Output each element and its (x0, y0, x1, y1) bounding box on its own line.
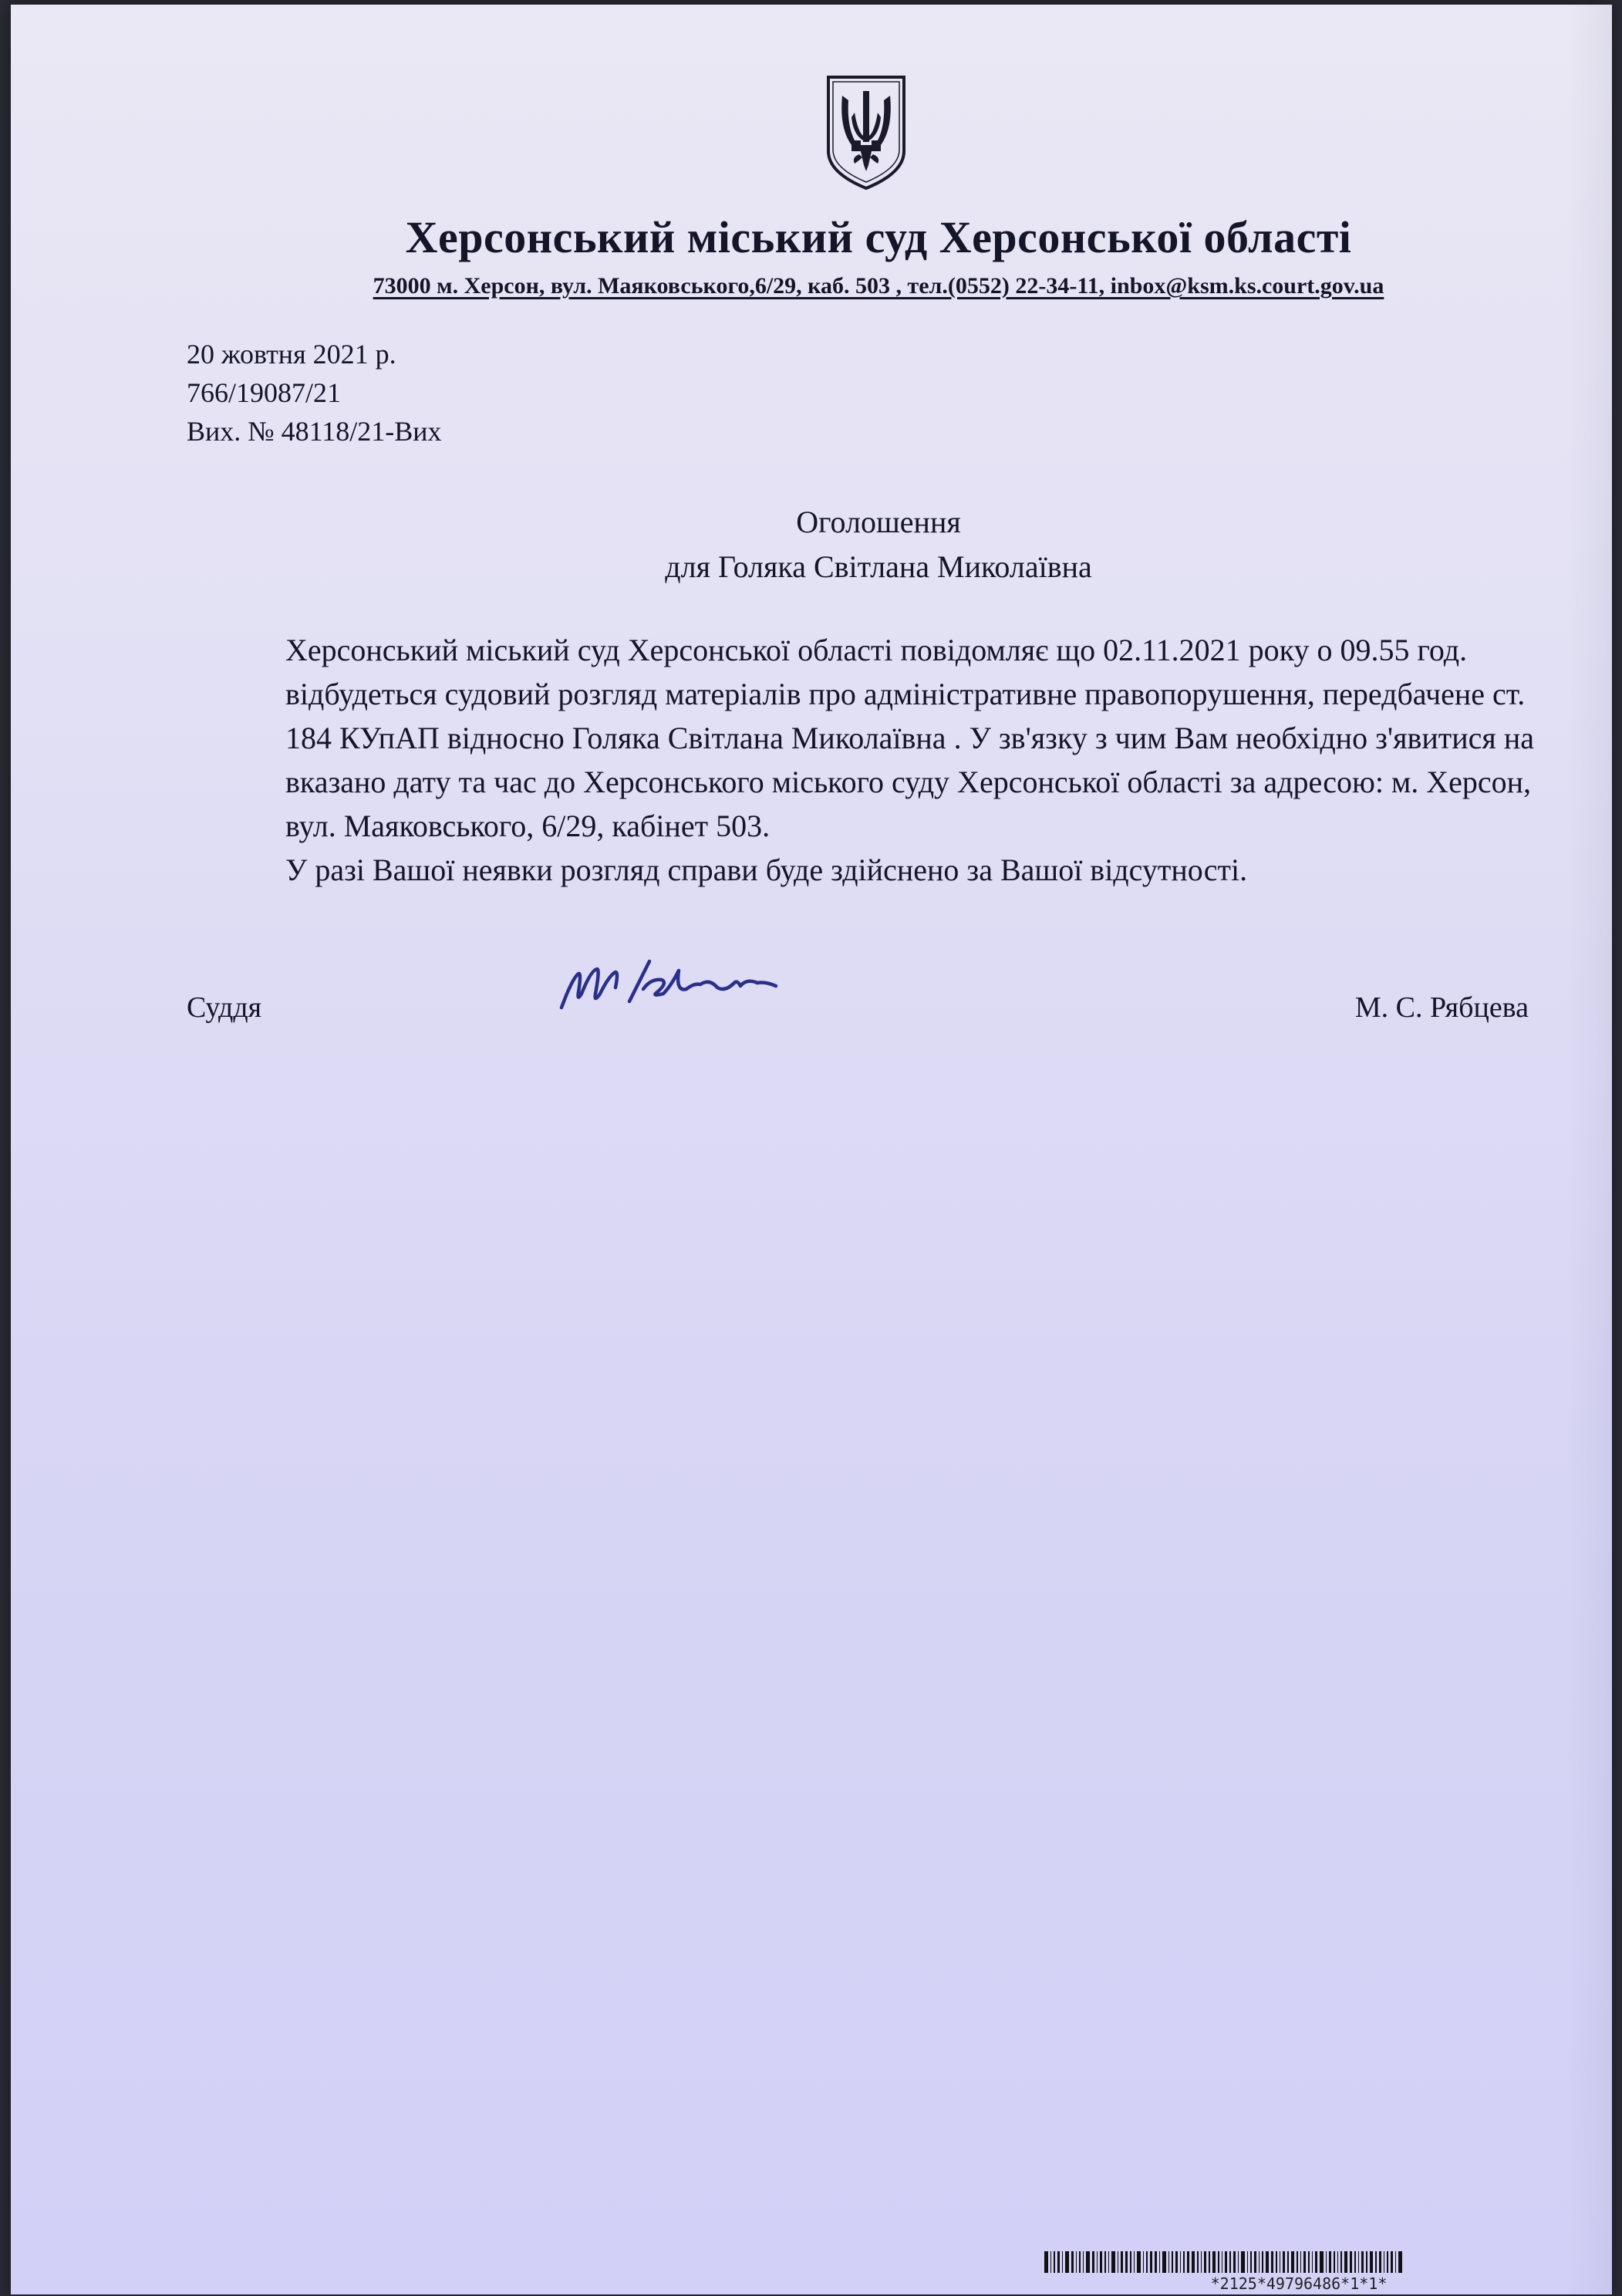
barcode-bar (1076, 2251, 1077, 2273)
barcode-bar (1303, 2251, 1306, 2273)
barcode-bar (1344, 2251, 1348, 2273)
barcode-bar (1287, 2251, 1289, 2273)
signature-block (187, 983, 1529, 1045)
barcode-bar (1137, 2251, 1141, 2273)
barcode-bar (1387, 2251, 1388, 2273)
barcode-bar (1361, 2251, 1364, 2273)
barcode-bar (1370, 2251, 1374, 2273)
barcode-bar (1044, 2251, 1048, 2273)
barcode-bars (1044, 2251, 1553, 2273)
announcement-title (11, 500, 1622, 589)
barcode-bar (1197, 2251, 1199, 2273)
barcode-bar (1143, 2251, 1145, 2273)
barcode-bar (1358, 2251, 1360, 2273)
barcode-bar (1250, 2251, 1252, 2273)
barcode-bar (1083, 2251, 1084, 2273)
barcode-bar (1247, 2251, 1249, 2273)
barcode-bar (1271, 2251, 1273, 2273)
barcode-bar (1350, 2251, 1352, 2273)
barcode-bar (1225, 2251, 1227, 2273)
judge-name: М. С. Рябцева (1354, 991, 1529, 1024)
barcode-bar (1300, 2251, 1302, 2273)
barcode-bar (1308, 2251, 1310, 2273)
barcode-bar (1280, 2251, 1281, 2273)
barcode-bar (1340, 2251, 1342, 2273)
barcode-bar (1254, 2251, 1256, 2273)
handwritten-signature (555, 947, 787, 1025)
barcode-bar (1192, 2251, 1195, 2273)
barcode-bar (1130, 2251, 1131, 2273)
barcode-bar (1097, 2251, 1098, 2273)
barcode-bar (1379, 2251, 1381, 2273)
barcode-bar (1241, 2251, 1245, 2273)
barcode-bar (1057, 2251, 1060, 2273)
barcode-bar (1218, 2251, 1219, 2273)
barcode-bar (1150, 2251, 1152, 2273)
announcement-heading: Оголошення (796, 505, 961, 539)
judge-role: Суддя (187, 991, 262, 1024)
barcode-bar (1065, 2251, 1069, 2273)
barcode-bar (1337, 2251, 1339, 2273)
barcode-bar (1384, 2251, 1385, 2273)
barcode-bar (1155, 2251, 1157, 2273)
barcode-bar (1162, 2251, 1166, 2273)
barcode-bar (1354, 2251, 1356, 2273)
barcode-bar (1238, 2251, 1239, 2273)
barcode-bar (1222, 2251, 1223, 2273)
barcode-bar (1262, 2251, 1263, 2273)
barcode-bar (1229, 2251, 1231, 2273)
barcode-bar (1180, 2251, 1182, 2273)
barcode-bar (1212, 2251, 1216, 2273)
barcode-bar (1125, 2251, 1128, 2273)
barcode-bar (1086, 2251, 1090, 2273)
barcode-bar (1062, 2251, 1064, 2273)
barcode-bar (1366, 2251, 1367, 2273)
outgoing-number: Вих. № 48118/21-Вих (187, 416, 442, 447)
barcode-bar (1291, 2251, 1295, 2273)
barcode-bar (1259, 2251, 1260, 2273)
document-page (11, 5, 1612, 2294)
barcode-bar (1326, 2251, 1327, 2273)
barcode-bar (1233, 2251, 1236, 2273)
barcode-bar (1209, 2251, 1210, 2273)
barcode-bar (1183, 2251, 1185, 2273)
barcode-bar (1187, 2251, 1189, 2273)
announcement-body (187, 628, 1552, 892)
barcode-bar (1111, 2251, 1115, 2273)
barcode-bar (1204, 2251, 1206, 2273)
barcode-bar (1168, 2251, 1170, 2273)
barcode-bar (1118, 2251, 1119, 2273)
barcode-bar (1121, 2251, 1123, 2273)
barcode-bar (1054, 2251, 1055, 2273)
court-name: Херсонський міський суд Херсонської області (405, 212, 1352, 262)
barcode-bar (1134, 2251, 1135, 2273)
barcode-bar (1395, 2251, 1397, 2273)
court-address: 73000 м. Херсон, вул. Маяковського,6/29, каб. 503 , тел.(0552) 22-34-11, inbox@ksm.ks.court.gov.ua (373, 273, 1384, 299)
barcode-bar (1108, 2251, 1110, 2273)
barcode-bar (1175, 2251, 1178, 2273)
barcode-bar (1320, 2251, 1324, 2273)
trident-emblem-icon (824, 74, 909, 191)
barcode-bar (1159, 2251, 1161, 2273)
barcode-bar (1398, 2251, 1402, 2273)
barcode-bar (1375, 2251, 1377, 2273)
barcode-bar (1315, 2251, 1317, 2273)
barcode-bar (1266, 2251, 1270, 2273)
barcode-bar (1104, 2251, 1106, 2273)
barcode-bar (1329, 2251, 1331, 2273)
body-paragraph: Херсонський міський суд Херсонської області повідомляє що 02.11.2021 року о 09.55 год. відбудеться судовий розгляд матеріалів про адміністративне правопорушення, передбачене ст. 184 КУпАП відносно Голяка Світлана Миколаївна . У зв'язку з чим Вам необхідно з'явитися на вказано дату та час до Херсонського міського суду Херсонської області за адресою: м. Херсон, вул. Маяковського, 6/29, кабінет 503. (285, 633, 1534, 843)
barcode-bar (1312, 2251, 1313, 2273)
barcode-bar (1071, 2251, 1074, 2273)
barcode-bar (1201, 2251, 1202, 2273)
barcode-bar (1172, 2251, 1173, 2273)
announcement-recipient: для Голяка Світлана Миколаївна (665, 549, 1092, 584)
document-date: 20 жовтня 2021 р. (187, 339, 396, 370)
barcode-bar (1050, 2251, 1052, 2273)
barcode-bar (1079, 2251, 1081, 2273)
barcode-bar (1100, 2251, 1102, 2273)
barcode-bar (1092, 2251, 1094, 2273)
barcode-bar (1391, 2251, 1393, 2273)
document-meta (187, 335, 442, 451)
barcode-bar (1334, 2251, 1335, 2273)
barcode-bar (1276, 2251, 1277, 2273)
barcode-bar (1283, 2251, 1285, 2273)
document-barcode (1044, 2251, 1553, 2293)
barcode-text: *2125*49796486*1*1* (1210, 2274, 1388, 2293)
case-number: 766/19087/21 (187, 377, 342, 408)
body-paragraph: У разі Вашої неявки розгляд справи буде здійснено за Вашої відсутності. (285, 853, 1248, 887)
barcode-bar (1297, 2251, 1298, 2273)
barcode-bar (1146, 2251, 1148, 2273)
